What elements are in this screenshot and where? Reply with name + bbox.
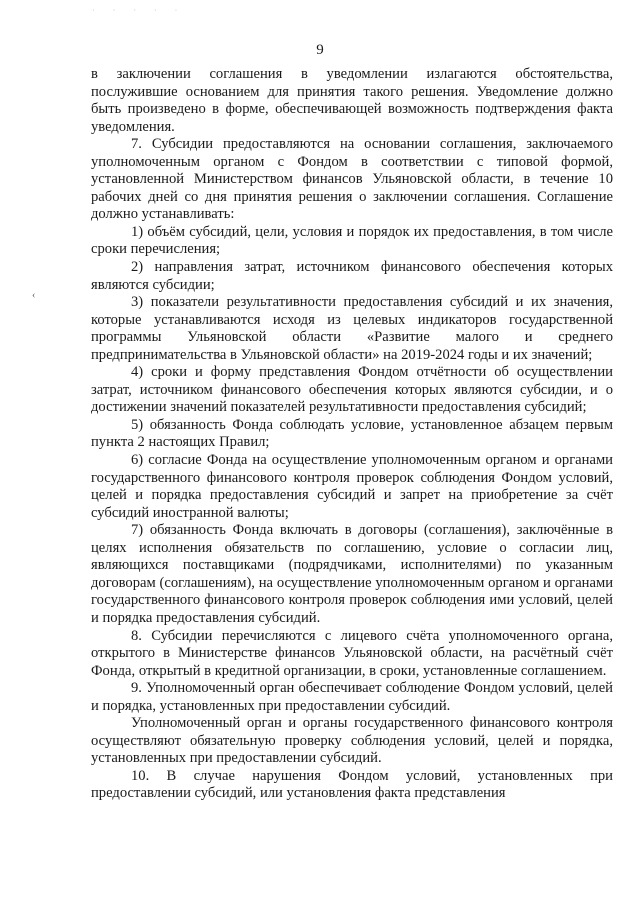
document-body	[91, 66, 613, 803]
paragraph-item-4: 4) сроки и форму представления Фондом отчётности об осуществлении затрат, источником финансового обеспечения которых являются субсидии, и о достижении значений показателей результативности предоставления субсидий;	[91, 364, 613, 416]
paragraph-control: Уполномоченный орган и органы государственного финансового контроля осуществляют обязательную проверку соблюдения условий, целей и порядка, установленных при предоставлении субсидий.	[91, 715, 613, 767]
paragraph-item-3: 3) показатели результативности предоставления субсидий и их значения, которые устанавливаются исходя из целевых индикаторов государственной программы Ульяновской области «Развитие малого и среднего предпринимательства в Ульяновской области» на 2019-2024 годы и их значений;	[91, 294, 613, 363]
paragraph-clause-9: 9. Уполномоченный орган обеспечивает соблюдение Фондом условий, целей и порядка, установленных при предоставлении субсидий.	[91, 680, 613, 714]
paragraph-item-2: 2) направления затрат, источником финансового обеспечения которых являются субсидии;	[91, 259, 613, 293]
scan-artifact: · · · · ·	[92, 6, 186, 15]
margin-mark: ‹	[32, 290, 36, 301]
paragraph-clause-7: 7. Субсидии предоставляются на основании соглашения, заключаемого уполномоченным органом с Фондом в соответствии с типовой формой, установленной Министерством финансов Ульяновской области, в течение 10 рабочих дней со дня принятия решения о заключении соглашения. Соглашение должно устанавливать:	[91, 136, 613, 223]
paragraph-item-1: 1) объём субсидий, цели, условия и порядок их предоставления, в том числе сроки перечисления;	[91, 223, 613, 258]
paragraph-item-5: 5) обязанность Фонда соблюдать условие, установленное абзацем первым пункта 2 настоящих Правил;	[91, 416, 613, 451]
page-number: 9	[316, 42, 324, 58]
paragraph-clause-10: 10. В случае нарушения Фондом условий, установленных при предоставлении субсидий, или установления факта представления	[91, 767, 613, 802]
paragraph-item-7: 7) обязанность Фонда включать в договоры (соглашения), заключённые в целях исполнения обязательств по соглашению, условие о согласии лиц, являющихся поставщиками (подрядчиками, исполнителями) по указанным договорам (соглашениям), на осуществление уполномоченным органом и органами государственного финансового контроля проверок соблюдения ими условий, целей и порядка предоставления субсидий.	[91, 522, 613, 626]
paragraph-clause-8: 8. Субсидии перечисляются с лицевого счёта уполномоченного органа, открытого в Министерстве финансов Ульяновской области, на расчётный счёт Фонда, открытый в кредитной организации, в сроки, установленные соглашением.	[91, 627, 613, 679]
paragraph-item-6: 6) согласие Фонда на осуществление уполномоченным органом и органами государственного финансового контроля проверок соблюдения Фондом условий, целей и порядка предоставления субсидий и запрет на приобретение за счёт субсидий иностранной валюты;	[91, 452, 613, 521]
paragraph-continuation: в заключении соглашения в уведомлении излагаются обстоятельства, послужившие основанием для принятия такого решения. Уведомление должно быть произведено в форме, обеспечивающей возможность подтверждения факта уведомления.	[91, 66, 613, 135]
